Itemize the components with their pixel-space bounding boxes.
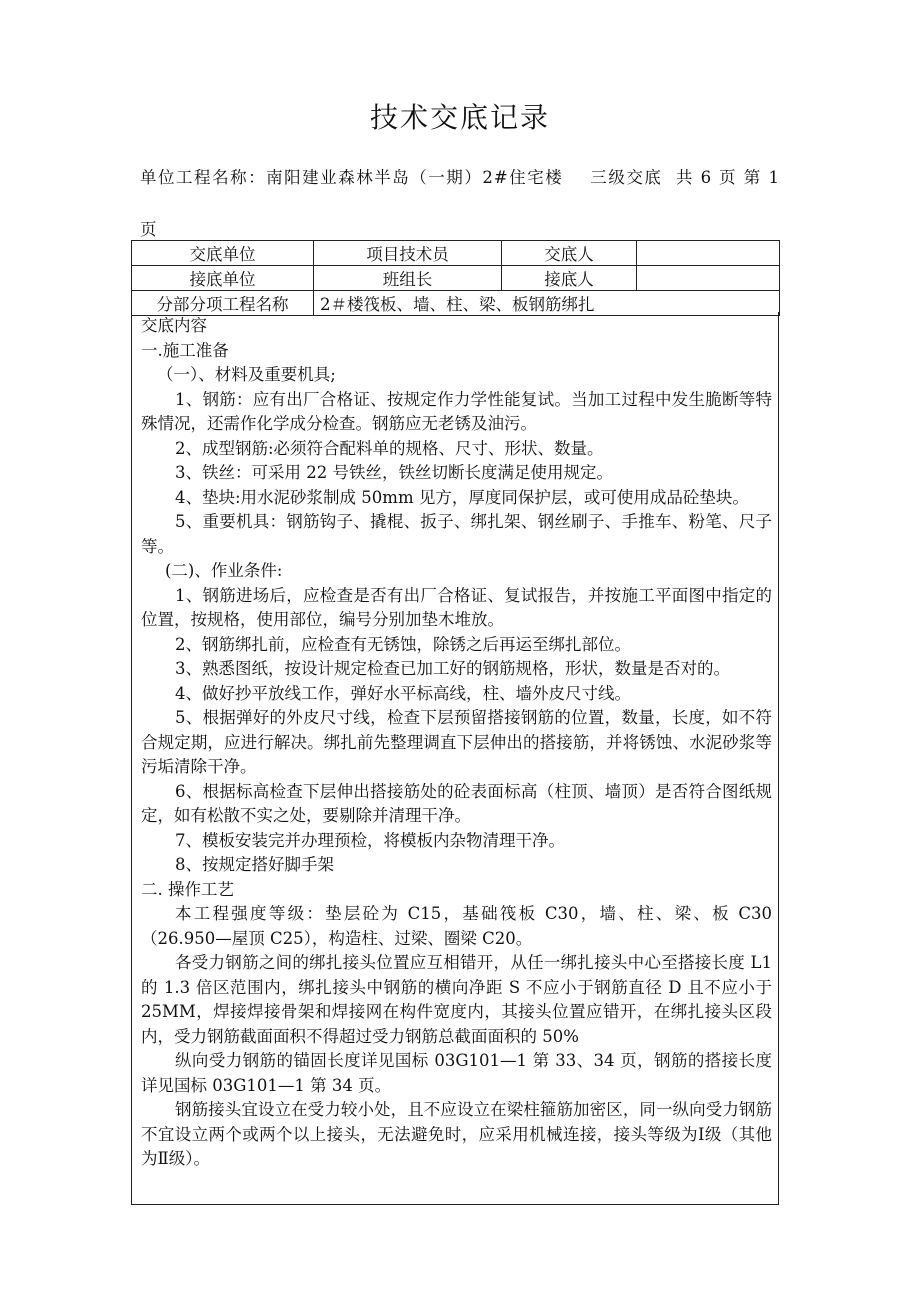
receiving-unit-label: 接底单位 xyxy=(132,266,314,291)
paragraph: 纵向受力钢筋的锚固长度详见国标 03G101—1 第 33、34 页，钢筋的搭接长度详见国标 03G101—1 第 34 页。 xyxy=(141,1051,772,1095)
paragraph: 1、钢筋：应有出厂合格证、按规定作力学性能复试。当加工过程中发生脆断等特殊情况，还需作化学成分检查。钢筋应无老锈及油污。 xyxy=(141,389,772,433)
project-name: 南阳建业森林半岛（一期）2#住宅楼 xyxy=(266,168,564,187)
receiver-label: 接底人 xyxy=(502,266,637,291)
subsection-heading: (二)、作业条件: xyxy=(165,561,283,580)
paragraph: 6、根据标高检查下层伸出搭接筋处的砼表面标高（柱顶、墙顶）是否符合图纸规定，如有松散不实之处，要剔除并清理干净。 xyxy=(141,781,772,825)
paragraph: 8、按规定搭好脚手架 xyxy=(175,855,334,874)
paragraph: 7、模板安装完并办理预检，将模板内杂物清理干净。 xyxy=(175,830,565,850)
paragraph: 5、根据弹好的外皮尺寸线，检查下层预留搭接钢筋的位置，数量，长度，如不符合规定期，应进行解决。绑扎前先整理调直下层伸出的搭接筋，并将锈蚀、水泥砂浆等污垢清除干净。 xyxy=(141,708,772,776)
disclosing-unit-value: 项目技术员 xyxy=(314,241,502,266)
paragraph: 3、熟悉图纸，按设计规定检查已加工好的钢筋规格，形状，数量是否对的。 xyxy=(175,659,730,678)
content-heading: 交底内容 xyxy=(141,316,207,335)
paragraph: 各受力钢筋之间的绑扎接头位置应互相错开，从任一绑扎接头中心至搭接长度 L1 的 1.3 倍区范围内，绑扎接头中钢筋的横向净距 S 不应小于钢筋直径 D 且不应小于 25MM，焊接焊接骨架和焊接网在构件宽度内，其接头位置应错开，在绑扎接头区段内，受力钢筋截面面积不得超过受力钢筋总截面面积的 50% xyxy=(141,953,772,1046)
paragraph: 1、钢筋进场后，应检查是否有出厂合格证、复试报告，并按施工平面图中指定的位置，按规格，使用部位，编号分别加垫木堆放。 xyxy=(141,585,772,629)
section-heading: 一.施工准备 xyxy=(141,340,229,360)
subsection-heading: （一）、材料及重要机具; xyxy=(157,365,336,384)
disclosure-info-table xyxy=(131,240,780,316)
receiver-value xyxy=(637,266,780,291)
discloser-label: 交底人 xyxy=(502,241,637,266)
page-info: 共 6 页 第 1 页 xyxy=(140,168,781,239)
paragraph: 4、做好抄平放线工作，弹好水平标高线，柱、墙外皮尺寸线。 xyxy=(175,683,631,703)
project-item-value: 2＃楼筏板、墙、柱、梁、板钢筋绑扎 xyxy=(314,291,780,316)
paragraph: 钢筋接头宜设立在受力较小处，且不应设立在梁柱箍筋加密区，同一纵向受力钢筋不宜设立两个或两个以上接头，无法避免时，应采用机械连接，接头等级为Ⅰ级（其他为Ⅱ级）。 xyxy=(141,1100,772,1168)
paragraph: 4、垫块:用水泥砂浆制成 50mm 见方，厚度同保护层，或可使用成品砼垫块。 xyxy=(175,487,749,507)
paragraph: 5、重要机具：钢筋钩子、撬棍、扳子、绑扎架、钢丝刷子、手推车、粉笔、尺子等。 xyxy=(141,512,772,556)
document-title: 技术交底记录 xyxy=(369,101,550,134)
paragraph: 2、钢筋绑扎前，应检查有无锈蚀，除锈之后再运至绑扎部位。 xyxy=(175,634,631,654)
table-row xyxy=(132,266,780,291)
disclosure-content xyxy=(131,312,779,1205)
paragraph: 2、成型钢筋:必须符合配料单的规格、尺寸、形状、数量。 xyxy=(175,438,604,458)
discloser-value xyxy=(637,241,780,266)
receiving-unit-value: 班组长 xyxy=(314,266,502,291)
section-heading: 二. 操作工艺 xyxy=(141,879,234,899)
disclosure-level: 三级交底 xyxy=(590,168,663,187)
project-label: 单位工程名称： xyxy=(140,168,267,187)
paragraph: 3、铁丝：可采用 22 号铁丝，铁丝切断长度满足使用规定。 xyxy=(175,463,613,482)
disclosing-unit-label: 交底单位 xyxy=(132,241,314,266)
paragraph: 本工程强度等级：垫层砼为 C15，基础筏板 C30，墙、柱、梁、板 C30（26.950—屋顶 C25），构造柱、过梁、圈梁 C20。 xyxy=(141,904,772,948)
project-item-label: 分部分项工程名称 xyxy=(132,291,314,316)
table-row xyxy=(132,241,780,266)
